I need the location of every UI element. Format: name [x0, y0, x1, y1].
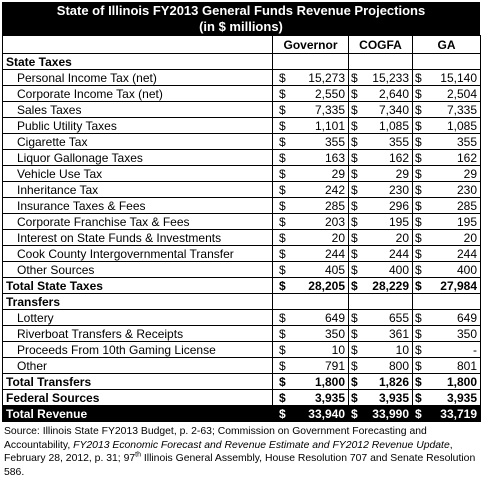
cell-value: 7,340	[378, 102, 409, 117]
cell-value: 3,935	[446, 390, 477, 405]
currency-sign: $	[279, 358, 286, 373]
cell-value: 244	[388, 246, 409, 261]
currency-sign: $	[351, 230, 358, 245]
cell-value: 800	[388, 358, 409, 373]
currency-sign: $	[351, 118, 358, 133]
cell-value: 33,719	[440, 406, 477, 421]
currency-sign: $	[415, 310, 422, 325]
ga-value	[413, 358, 481, 374]
row-label: Inheritance Tax	[3, 182, 273, 198]
currency-sign: $	[279, 230, 286, 245]
cell-value: 655	[388, 310, 409, 325]
currency-sign: $	[279, 214, 286, 229]
header-governor: Governor	[273, 36, 349, 54]
currency-sign: $	[279, 86, 286, 101]
cell-value: 15,233	[372, 70, 409, 85]
table-row	[3, 134, 481, 150]
ga-value	[413, 390, 481, 406]
currency-sign: $	[415, 374, 422, 389]
source-italic-title: FY2013 Economic Forecast and Revenue Estimate and FY2012 Revenue Update	[73, 439, 450, 451]
cell-value: 2,504	[446, 86, 477, 101]
ga-value	[413, 70, 481, 86]
currency-sign: $	[279, 166, 286, 181]
section-header-transfers	[3, 294, 481, 310]
currency-sign: $	[351, 246, 358, 261]
table-row	[3, 70, 481, 86]
ga-value	[413, 230, 481, 246]
row-label: Liquor Gallonage Taxes	[3, 150, 273, 166]
governor-value	[273, 406, 349, 422]
currency-sign: $	[351, 198, 358, 213]
currency-sign: $	[351, 358, 358, 373]
cell-value: 285	[324, 198, 345, 213]
currency-sign: $	[351, 150, 358, 165]
cell-value: -	[473, 342, 477, 357]
cell-value: 296	[388, 198, 409, 213]
cell-value: 195	[388, 214, 409, 229]
currency-sign: $	[415, 230, 422, 245]
currency-sign: $	[279, 390, 286, 405]
title-line-1: State of Illinois FY2013 General Funds Revenue Projections	[56, 3, 426, 18]
cell-value: 29	[395, 166, 409, 181]
table-row	[3, 310, 481, 326]
table-row	[3, 166, 481, 182]
table-row	[3, 214, 481, 230]
currency-sign: $	[415, 406, 422, 421]
total-row-state-taxes	[3, 278, 481, 294]
currency-sign: $	[351, 342, 358, 357]
cell-value: 1,101	[314, 118, 345, 133]
governor-value	[273, 214, 349, 230]
governor-value	[273, 166, 349, 182]
row-label: Total Transfers	[3, 374, 273, 390]
governor-value	[273, 134, 349, 150]
ga-value	[413, 102, 481, 118]
revenue-table-container	[2, 2, 480, 479]
source-part-3: Illinois General Assembly, House Resolution 707 and Senate Resolution 586.	[4, 453, 476, 478]
currency-sign: $	[415, 326, 422, 341]
ga-value	[413, 198, 481, 214]
source-part-2: , February 28, 2012, p. 31; 97	[4, 439, 453, 464]
currency-sign: $	[279, 246, 286, 261]
governor-value	[273, 102, 349, 118]
row-label: Lottery	[3, 310, 273, 326]
row-label: Cigarette Tax	[3, 134, 273, 150]
currency-sign: $	[279, 134, 286, 149]
cell-value: 244	[324, 246, 345, 261]
cell-value: 1,800	[446, 374, 477, 389]
currency-sign: $	[415, 102, 422, 117]
cogfa-value	[349, 150, 413, 166]
governor-value	[273, 118, 349, 134]
cell-value: 355	[324, 134, 345, 149]
section-blank-cell	[413, 294, 481, 310]
table-row	[3, 358, 481, 374]
cell-value: 28,229	[372, 278, 409, 293]
governor-value	[273, 358, 349, 374]
cell-value: 27,984	[440, 278, 477, 293]
cell-value: 242	[324, 182, 345, 197]
source-note	[2, 422, 480, 479]
cell-value: 203	[324, 214, 345, 229]
cell-value: 1,826	[378, 374, 409, 389]
ga-value	[413, 150, 481, 166]
ga-value	[413, 326, 481, 342]
table-row	[3, 246, 481, 262]
governor-value	[273, 86, 349, 102]
row-label: Riverboat Transfers & Receipts	[3, 326, 273, 342]
section-blank-cell	[349, 294, 413, 310]
section-blank-cell	[413, 54, 481, 70]
governor-value	[273, 70, 349, 86]
cell-value: 361	[388, 326, 409, 341]
currency-sign: $	[279, 310, 286, 325]
cogfa-value	[349, 102, 413, 118]
cell-value: 649	[456, 310, 477, 325]
source-part-1: Source: Illinois State FY2013 Budget, p. 2-63; Commission on Government Forecasting and Accountability,	[4, 426, 427, 451]
currency-sign: $	[351, 326, 358, 341]
cogfa-value	[349, 374, 413, 390]
cell-value: 20	[395, 230, 409, 245]
cell-value: 400	[456, 262, 477, 277]
governor-value	[273, 230, 349, 246]
section-label: State Taxes	[3, 54, 273, 70]
cogfa-value	[349, 214, 413, 230]
row-label: Corporate Income Tax (net)	[3, 86, 273, 102]
row-label: Total State Taxes	[3, 278, 273, 294]
currency-sign: $	[351, 70, 358, 85]
currency-sign: $	[351, 262, 358, 277]
row-label: Total Revenue	[3, 406, 273, 422]
source-superscript: th	[135, 451, 141, 459]
cogfa-value	[349, 390, 413, 406]
currency-sign: $	[415, 134, 422, 149]
row-label: Other Sources	[3, 262, 273, 278]
total-row-transfers	[3, 374, 481, 390]
governor-value	[273, 246, 349, 262]
governor-value	[273, 310, 349, 326]
header-ga: GA	[413, 36, 481, 54]
table-row	[3, 86, 481, 102]
ga-value	[413, 310, 481, 326]
cell-value: 1,085	[378, 118, 409, 133]
currency-sign: $	[415, 278, 422, 293]
cell-value: 649	[324, 310, 345, 325]
currency-sign: $	[351, 166, 358, 181]
row-label: Corporate Franchise Tax & Fees	[3, 214, 273, 230]
cell-value: 33,990	[372, 406, 409, 421]
header-blank	[3, 36, 273, 54]
currency-sign: $	[351, 134, 358, 149]
table-row	[3, 342, 481, 358]
table-row	[3, 262, 481, 278]
header-row	[3, 36, 481, 54]
currency-sign: $	[279, 326, 286, 341]
cogfa-value	[349, 198, 413, 214]
cell-value: 400	[388, 262, 409, 277]
table-row	[3, 150, 481, 166]
ga-value	[413, 262, 481, 278]
row-label: Cook County Intergovernmental Transfer	[3, 246, 273, 262]
cell-value: 2,550	[314, 86, 345, 101]
governor-value	[273, 150, 349, 166]
section-blank-cell	[273, 54, 349, 70]
currency-sign: $	[279, 262, 286, 277]
total-revenue-row	[3, 406, 481, 422]
table-row	[3, 326, 481, 342]
currency-sign: $	[279, 118, 286, 133]
row-label: Vehicle Use Tax	[3, 166, 273, 182]
governor-value	[273, 182, 349, 198]
cogfa-value	[349, 342, 413, 358]
currency-sign: $	[415, 390, 422, 405]
currency-sign: $	[351, 86, 358, 101]
cell-value: 3,935	[314, 390, 345, 405]
ga-value	[413, 406, 481, 422]
cogfa-value	[349, 326, 413, 342]
governor-value	[273, 262, 349, 278]
ga-value	[413, 166, 481, 182]
cell-value: 10	[395, 342, 409, 357]
ga-value	[413, 342, 481, 358]
cogfa-value	[349, 166, 413, 182]
cell-value: 350	[456, 326, 477, 341]
cell-value: 162	[456, 150, 477, 165]
currency-sign: $	[351, 182, 358, 197]
governor-value	[273, 198, 349, 214]
row-label: Other	[3, 358, 273, 374]
cell-value: 29	[463, 166, 477, 181]
section-blank-cell	[349, 54, 413, 70]
currency-sign: $	[415, 246, 422, 261]
cell-value: 230	[456, 182, 477, 197]
section-header-state-taxes	[3, 54, 481, 70]
cell-value: 285	[456, 198, 477, 213]
section-label: Transfers	[3, 294, 273, 310]
cell-value: 230	[388, 182, 409, 197]
currency-sign: $	[279, 102, 286, 117]
cell-value: 7,335	[446, 102, 477, 117]
table-row	[3, 198, 481, 214]
cogfa-value	[349, 310, 413, 326]
cell-value: 801	[456, 358, 477, 373]
cell-value: 405	[324, 262, 345, 277]
cogfa-value	[349, 246, 413, 262]
currency-sign: $	[351, 406, 358, 421]
table-title	[2, 2, 480, 35]
revenue-table	[2, 35, 481, 422]
cell-value: 15,140	[440, 70, 477, 85]
currency-sign: $	[351, 278, 358, 293]
row-label: Sales Taxes	[3, 102, 273, 118]
cogfa-value	[349, 262, 413, 278]
ga-value	[413, 246, 481, 262]
cell-value: 163	[324, 150, 345, 165]
governor-value	[273, 342, 349, 358]
cell-value: 162	[388, 150, 409, 165]
row-label: Interest on State Funds & Investments	[3, 230, 273, 246]
currency-sign: $	[279, 198, 286, 213]
cell-value: 33,940	[308, 406, 345, 421]
row-label: Insurance Taxes & Fees	[3, 198, 273, 214]
cell-value: 20	[331, 230, 345, 245]
cogfa-value	[349, 86, 413, 102]
cell-value: 1,800	[314, 374, 345, 389]
cell-value: 791	[324, 358, 345, 373]
ga-value	[413, 86, 481, 102]
currency-sign: $	[415, 358, 422, 373]
row-label: Public Utility Taxes	[3, 118, 273, 134]
cell-value: 195	[456, 214, 477, 229]
currency-sign: $	[279, 182, 286, 197]
currency-sign: $	[415, 86, 422, 101]
header-cogfa: COGFA	[349, 36, 413, 54]
cogfa-value	[349, 358, 413, 374]
currency-sign: $	[415, 70, 422, 85]
currency-sign: $	[415, 262, 422, 277]
cell-value: 10	[331, 342, 345, 357]
currency-sign: $	[279, 406, 286, 421]
cell-value: 1,085	[446, 118, 477, 133]
currency-sign: $	[351, 310, 358, 325]
currency-sign: $	[279, 70, 286, 85]
ga-value	[413, 118, 481, 134]
currency-sign: $	[415, 118, 422, 133]
cogfa-value	[349, 278, 413, 294]
cell-value: 355	[388, 134, 409, 149]
currency-sign: $	[279, 278, 286, 293]
cogfa-value	[349, 118, 413, 134]
governor-value	[273, 374, 349, 390]
title-line-2: (in $ millions)	[199, 19, 283, 34]
governor-value	[273, 326, 349, 342]
table-row	[3, 118, 481, 134]
ga-value	[413, 278, 481, 294]
currency-sign: $	[415, 166, 422, 181]
cell-value: 244	[456, 246, 477, 261]
currency-sign: $	[351, 374, 358, 389]
cell-value: 355	[456, 134, 477, 149]
cell-value: 28,205	[308, 278, 345, 293]
section-blank-cell	[273, 294, 349, 310]
currency-sign: $	[415, 214, 422, 229]
ga-value	[413, 214, 481, 230]
cogfa-value	[349, 182, 413, 198]
ga-value	[413, 374, 481, 390]
currency-sign: $	[279, 150, 286, 165]
table-row	[3, 102, 481, 118]
governor-value	[273, 278, 349, 294]
cogfa-value	[349, 134, 413, 150]
currency-sign: $	[351, 214, 358, 229]
row-label: Personal Income Tax (net)	[3, 70, 273, 86]
currency-sign: $	[415, 182, 422, 197]
table-row	[3, 230, 481, 246]
cogfa-value	[349, 70, 413, 86]
governor-value	[273, 390, 349, 406]
currency-sign: $	[279, 374, 286, 389]
cell-value: 3,935	[378, 390, 409, 405]
table-row	[3, 182, 481, 198]
cogfa-value	[349, 406, 413, 422]
currency-sign: $	[351, 390, 358, 405]
ga-value	[413, 182, 481, 198]
currency-sign: $	[415, 150, 422, 165]
cell-value: 2,640	[378, 86, 409, 101]
cell-value: 7,335	[314, 102, 345, 117]
cogfa-value	[349, 230, 413, 246]
ga-value	[413, 134, 481, 150]
cell-value: 350	[324, 326, 345, 341]
cell-value: 29	[331, 166, 345, 181]
row-label: Federal Sources	[3, 390, 273, 406]
cell-value: 20	[463, 230, 477, 245]
currency-sign: $	[279, 342, 286, 357]
currency-sign: $	[415, 342, 422, 357]
currency-sign: $	[415, 198, 422, 213]
cell-value: 15,273	[308, 70, 345, 85]
federal-sources-row	[3, 390, 481, 406]
row-label: Proceeds From 10th Gaming License	[3, 342, 273, 358]
currency-sign: $	[351, 102, 358, 117]
